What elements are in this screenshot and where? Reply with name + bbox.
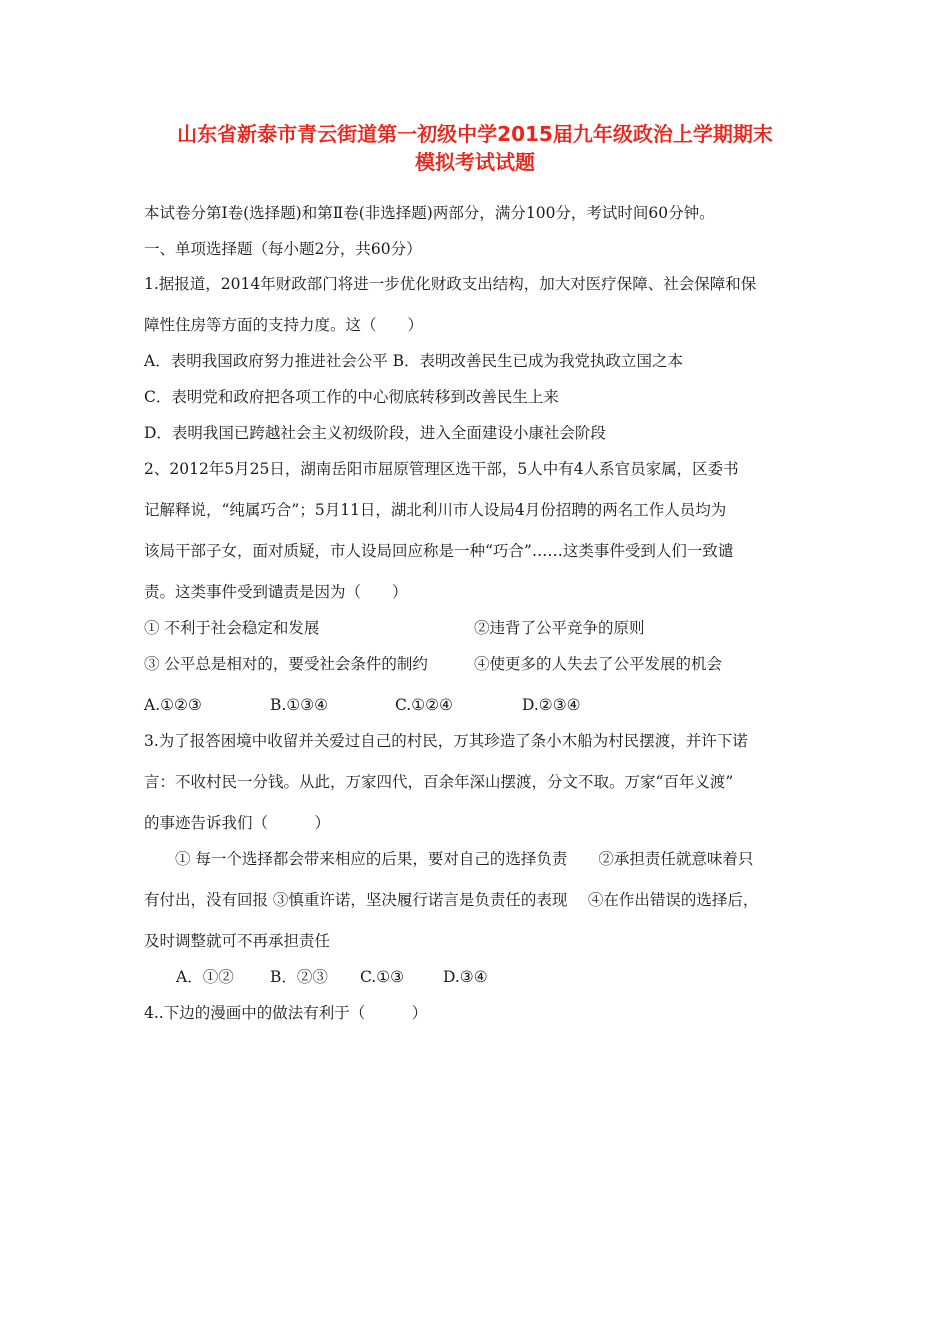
- document-title-line1: 山东省新泰市青云街道第一初级中学2015届九年级政治上学期期末: [177, 122, 773, 146]
- q1-option-c: C．表明党和政府把各项工作的中心彻底转移到改善民生上来: [144, 388, 559, 406]
- q2-option-c: C.①②④: [395, 696, 453, 714]
- q3-items-line2: 有付出，没有回报 ③慎重许诺，坚决履行诺言是负责任的表现 ④在作出错误的选择后，: [144, 891, 759, 909]
- q3-stem-line2: 言：不收村民一分钱。从此，万家四代，百余年深山摆渡，分文不取。万家“百年义渡”: [144, 773, 734, 791]
- q3-option-a: A．①②: [176, 968, 234, 986]
- q3-stem-line3: 的事迹告诉我们（ ）: [144, 814, 331, 832]
- q3-items-line3: 及时调整就可不再承担责任: [144, 932, 331, 950]
- q2-item-2: ②违背了公平竞争的原则: [474, 619, 645, 637]
- q2-item-4: ④使更多的人失去了公平发展的机会: [474, 655, 723, 673]
- q2-stem-line4: 责。这类事件受到谴责是因为（ ）: [144, 583, 408, 601]
- q2-option-d: D.②③④: [522, 696, 581, 714]
- q4-stem: 4..下边的漫画中的做法有利于（ ）: [144, 1004, 428, 1022]
- q2-stem-line1: 2、2012年5月25日，湖南岳阳市屈原管理区选干部，5人中有4人系官员家属，区委书: [144, 460, 739, 478]
- q3-option-b: B．②③: [270, 968, 328, 986]
- q3-option-d: D.③④: [443, 968, 488, 986]
- q2-option-a: A.①②③: [144, 696, 202, 714]
- q2-option-b: B.①③④: [270, 696, 329, 714]
- q1-stem-line1: 1.据报道，2014年财政部门将进一步优化财政支出结构，加大对医疗保障、社会保障和保: [144, 275, 757, 293]
- q1-stem-line2: 障性住房等方面的支持力度。这（ ）: [144, 316, 424, 334]
- q2-stem-line3: 该局干部子女，面对质疑，市人设局回应称是一种“巧合”……这类事件受到人们一致谴: [144, 542, 734, 560]
- document-title-line2: 模拟考试试题: [415, 150, 535, 174]
- q3-items-line1: ① 每一个选择都会带来相应的后果，要对自己的选择负责 ②承担责任就意味着只: [175, 850, 754, 868]
- q2-item-1: ① 不利于社会稳定和发展: [144, 619, 320, 637]
- q2-item-3: ③ 公平总是相对的，要受社会条件的制约: [144, 655, 428, 673]
- q3-option-c: C.①③: [360, 968, 405, 986]
- q1-option-d: D．表明我国已跨越社会主义初级阶段，进入全面建设小康社会阶段: [144, 424, 606, 442]
- q2-stem-line2: 记解释说，“纯属巧合”；5月11日，湖北利川市人设局4月份招聘的两名工作人员均为: [144, 501, 727, 519]
- q1-option-a-b: A．表明我国政府努力推进社会公平 B．表明改善民生已成为我党执政立国之本: [144, 352, 684, 370]
- q3-stem-line1: 3.为了报答困境中收留并关爱过自己的村民，万其珍造了条小木船为村民摆渡，并许下诺: [144, 732, 748, 750]
- section-heading: 一、单项选择题（每小题2分，共60分）: [144, 240, 422, 258]
- exam-intro: 本试卷分第Ⅰ卷(选择题)和第Ⅱ卷(非选择题)两部分，满分100分，考试时间60分钟。: [144, 204, 715, 222]
